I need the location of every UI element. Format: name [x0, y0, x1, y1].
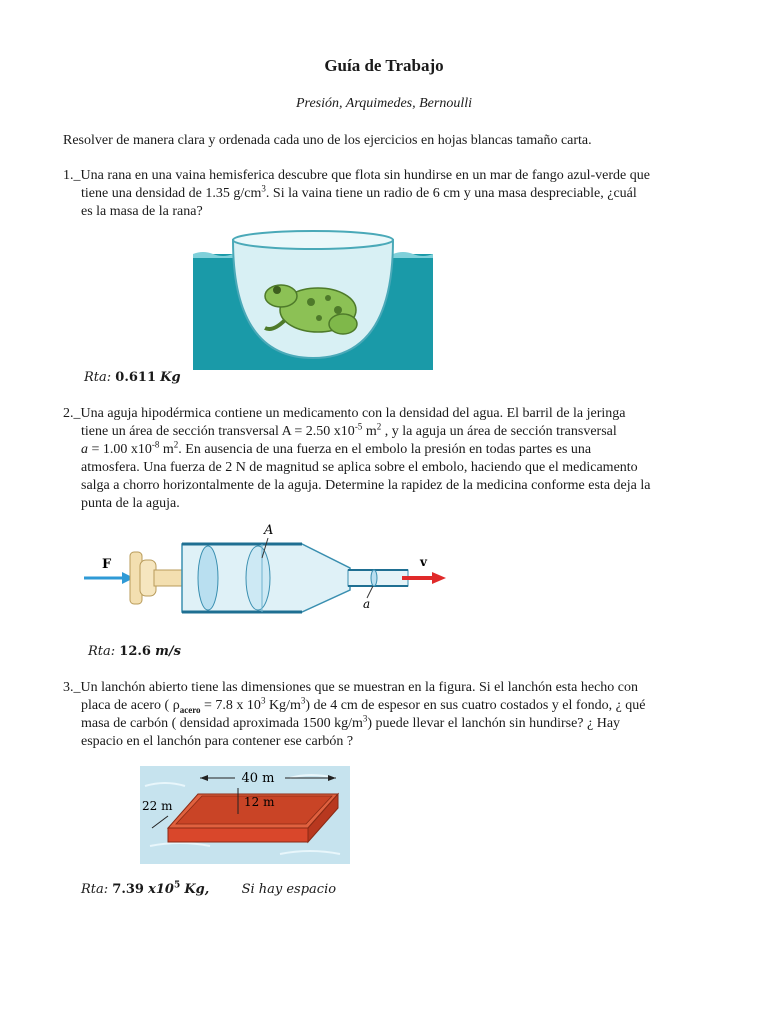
label-height: 12 m: [244, 795, 275, 809]
document-subtitle: Presión, Arquimedes, Bernoulli: [295, 96, 473, 111]
answer-2: Rta: 12.6 m/s: [88, 644, 181, 659]
question-number: 2.: [63, 406, 74, 421]
label-v: v: [420, 555, 427, 569]
question-3: 3._Un lanchón abierto tiene las dimensiones que se muestran en la figura. Si el lanchón esta hecho con placa de acero ( $\rho_{acero} = 7.8$ x $10^3$ $Kg/m^3$) de 4 cm de espesor en sus cuatro costados y el fondo, ¿ qué masa de carbón ( densidad aproximada 1500 $kg/m^3$) puede llevar el lanchón sin hundirse? ¿ Hay espacio en el lanchón para contener ese carbón ?: [63, 680, 646, 749]
question-number: 3.: [63, 680, 74, 695]
label-width: 22 m: [142, 799, 173, 813]
needle: [348, 570, 408, 586]
label-A: A: [264, 523, 274, 538]
label-length: 40 m: [241, 771, 275, 786]
question-number: 1.: [63, 168, 74, 183]
instructions-text: Resolver de manera clara y ordenada cada uno de los ejercicios en hojas blancas tamaño carta.: [63, 133, 592, 148]
pod-rim: [233, 231, 393, 249]
answer-1: Rta: 0.611 Kg: [84, 370, 181, 385]
answer-3: Rta: 7.39 $x10^5$ Kg, Si hay espacio: [81, 880, 337, 897]
syringe-figure: [82, 520, 452, 620]
velocity-arrow: [402, 572, 446, 584]
label-a: a: [363, 597, 371, 611]
barge-figure: [140, 766, 350, 864]
question-1: 1._Una rana en una vaina hemisferica descubre que flota sin hundirse en un mar de fango azul-verde que tiene una densidad de 1.35 $g/cm^3$. Si la vaina tiene un radio de 6 cm y una masa despreciable, ¿cuál es la masa de la rana?: [63, 168, 650, 219]
barrel: [182, 544, 350, 612]
document-title: Guía de Trabajo: [324, 56, 444, 75]
force-arrow: [84, 572, 134, 584]
question-2: 2._Una aguja hipodérmica contiene un medicamento con la densidad del agua. El barril de la jeringa tiene un área de sección transversal A = 2.50 $x10^{-5}$ $m^2$ , y la aguja un área de sección transversal a = 1.00 $x10^{-8}$ $m^2$. En ausencia de una fuerza en el embolo la presión en todas partes es una atmosfera. Una fuerza de 2 N de magnitud se aplica sobre el embolo, haciendo que el medicamento salga a chorro horizontalmente de la aguja. Determine la rapidez de la medicina conforme esta deja la punta de la aguja.: [63, 406, 651, 511]
label-F: F: [102, 557, 112, 572]
frog-bowl-figure: [193, 228, 433, 370]
